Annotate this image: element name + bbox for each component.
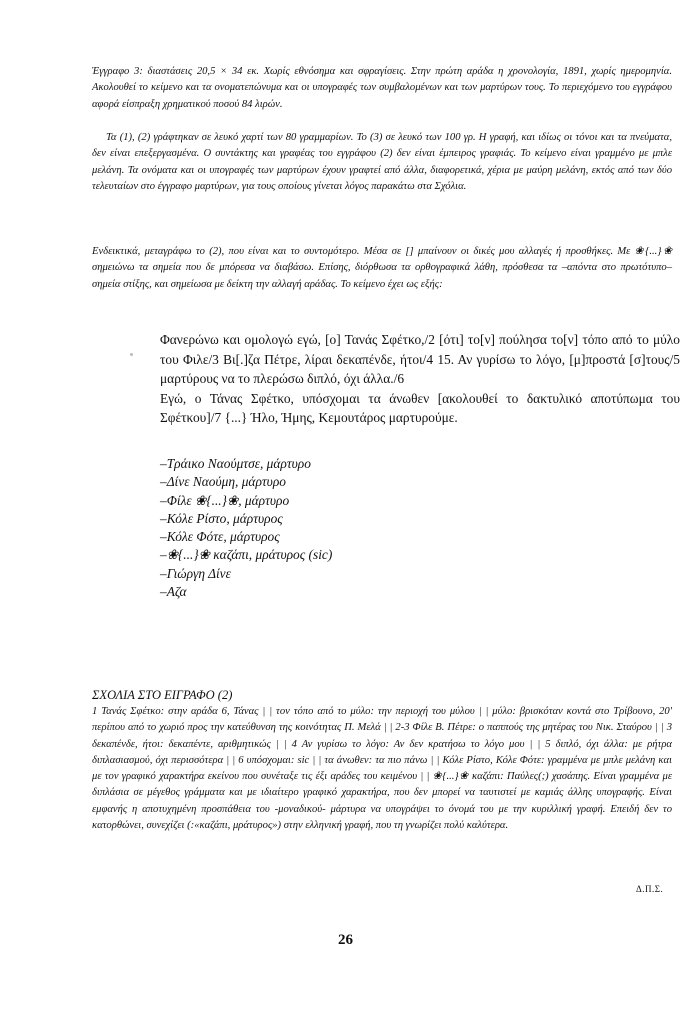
transcript-undertaking: Εγώ, ο Τάνας Σφέτκο, υπόσχομαι τα άνωθεν [ακολουθεί το δακτυλικό αποτύπωμα του Σφέτκου]/7 {...} Ήλο, Ήμης, Κεμουτάρος μαρτυρούμε. (160, 390, 680, 425)
document-intro-paragraph: Έγγραφο 3: διαστάσεις 20,5 × 34 εκ. Χωρίς εθνόσημα και σφραγίσεις. Στην πρώτη αράδα η χρονολογία, 1891, χωρίς ημερομηνία. Ακολουθεί το κείμενο και τα ονοματεπώνυμα και οι υπογραφές των συμβαλομένων και των μαρτύρων τους. Το περιεχόμενο του εγγράφου αφορά είσπραξη χρηματικού ποσού 84 λιρών. (92, 66, 672, 110)
signature-line: –Αζα (160, 584, 187, 600)
signature-line: –Κόλε Φότε, μάρτυρος (160, 529, 280, 545)
paper-description-paragraph: Τα (1), (2) γράφτηκαν σε λευκό χαρτί των 80 γραμμαρίων. Το (3) σε λευκό των 100 γρ. Η γραφή, και ιδίως οι τόνοι και τα πνεύματα, δεν είναι επεξεργασμένα. Ο συντάκτης και γραφέας του εγγράφου (2) δεν είναι έμπειρος γραφιάς. Το κείμενο είναι γραμμένο με μπλε μελάνη. Τα ονόματα και οι υπογραφές των μαρτύρων έχουν γραφτεί από άλλα, διαφορετικά, χέρια με μαύρη μελάνη, εκτός από των δύο τελευταίων στο έγγραφο μαρτύρων, για τους οποίους γίνεται λόγος παρακάτω στα Σχόλια. (92, 132, 672, 192)
signature-line: –❀{...}❀ καζάπι, μράτυρος (sic) (160, 547, 333, 563)
signature-line: –Τράικο Ναούμτσε, μάρτυρο (160, 456, 311, 471)
scan-speck (130, 353, 133, 356)
document-transcript (160, 330, 680, 428)
page-number: 26 (338, 932, 353, 948)
signature-line: –Κόλε Ρίστο, μάρτυρος (160, 510, 283, 526)
author-initials: Δ.Π.Σ. (636, 884, 664, 894)
scholia-paragraph: 1 Τανάς Σφέτκο: στην αράδα 6, Τάνας | | τον τόπο από το μύλο: την περιοχή του μύλου | | μύλο: βρισκόταν κοντά στο Τρίβουνο, 20' περίπου από το χωριό προς την κατεύθυνση της κοινότητας Π. Μελά | | 2-3 Φίλε Β. Πέτρε: ο παππούς της μητέρας του Νικ. Σταύρου | | 3 δεκαπένδε, ήτοι: δεκαπέντε, αριθμητικώς | | 4 Αν γυρίσω το λόγο: Αν δεν κρατήσω το λόγο μου | | 5 διπλό, όχι άλλα: με ρήτρα διπλασιασμού, όχι περισσότερα | | 6 υπόσχομαι: sic | | τα άνωθεν: τα πιο πάνω | | Κόλε Ρίστο, Κόλε Φότε: γραμμένα με μπλε μελάνη και με τον γραφικό χαρακτήρα εκείνου που συνέταξε τις έξι αράδες του κειμένου | | ❀{...}❀ καζάπι: Παύλες(;) χασάπης. Είναι γραμμένα με διπλάσια σε μέγεθος γράμματα και με ιδιαίτερο γραφικό χαρακτήρα, που δεν μπορεί να ταυτιστεί με καμιάς άλλης υπογραφής. Είναι εμφανής η αποτυχημένη προσπάθεια του -μοναδικού- μάρτυρα να υπογράψει το όνομά του με την κυριλλική γραφή. Επειδή δεν το κατορθώνει, συνεχίζει (:«καζάπι, μράτυρος») στην ελληνική γραφή, που τη γνωρίζει πολύ καλύτερα. (92, 706, 672, 832)
transcription-method-paragraph: Ενδεικτικά, μεταγράφω το (2), που είναι και το συντομότερο. Μέσα σε [] μπαίνουν οι δικές μου αλλαγές ή προσθήκες. Με ❀{...}❀ σημειώνω τα σημεία που δε μπόρεσα να διαβάσω. Επίσης, διόρθωσα τα ορθογραφικά λάθη, πρόσθεσα τα –απόντα στο πρωτότυπο– σημεία στίξης, και σημείωσα με δείκτη την αλλαγή αράδας. Το κείμενο έχει ως εξής: (92, 246, 672, 290)
signature-line: –Φίλε ❀{...}❀, μάρτυρο (160, 492, 290, 508)
witness-signatures-list (160, 455, 560, 601)
signature-line: –Γιώργη Δίνε (160, 565, 231, 581)
scholia-heading: ΣΧΟΛΙΑ ΣΤΟ ΕΙΓΡΑΦΟ (2) (92, 688, 233, 702)
transcript-body: Φανερώνω και ομολογώ εγώ, [ο] Τανάς Σφέτκο,/2 [ότι] το[ν] πούλησα το[ν] τόπο από το μύλο του Φιλε/3 Βι[.]ζα Πέτρε, λίραι δεκαπένδε, ήτοι/4 15. Αν γυρίσω το λόγο, [μ]προστά [σ]τους/5 μαρτύρους να το πλερώσω διπλό, όχι άλλα./6 (160, 332, 680, 386)
signature-line: –Δίνε Ναούμη, μάρτυρο (160, 474, 286, 490)
